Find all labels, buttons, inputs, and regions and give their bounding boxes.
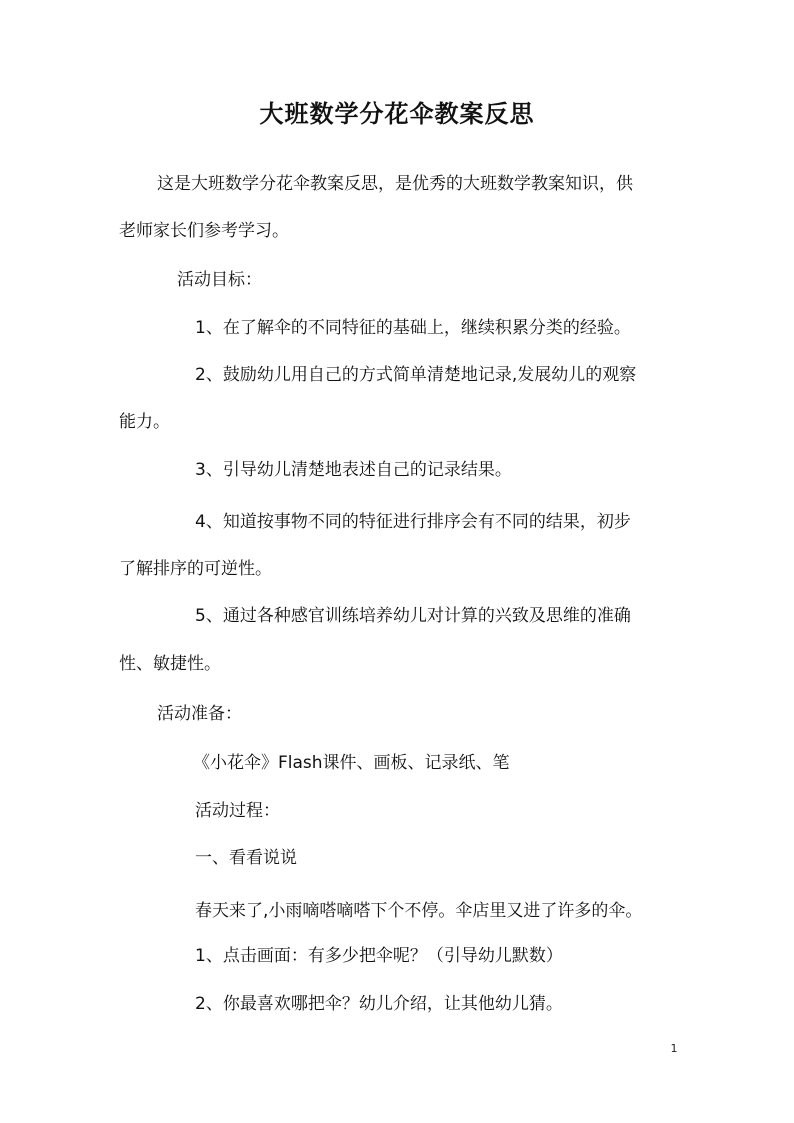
goal-2-line-1: 2、鼓励幼儿用自己的方式简单清楚地记录,发展幼儿的观察 — [195, 365, 637, 385]
question-1: 1、点击画面：有多少把伞呢？（引导幼儿默数） — [195, 946, 563, 966]
goal-3: 3、引导幼儿清楚地表述自己的记录结果。 — [195, 460, 512, 480]
intro-line-1: 这是大班数学分花伞教案反思，是优秀的大班数学教案知识，供 — [157, 174, 633, 194]
goal-5-line-2: 性、敏捷性。 — [119, 654, 221, 674]
intro-line-2: 老师家长们参考学习。 — [119, 221, 289, 241]
step-1-heading: 一、看看说说 — [195, 848, 297, 868]
process-heading: 活动过程： — [195, 801, 280, 821]
prep-heading: 活动准备： — [157, 704, 242, 724]
goal-4-line-2: 了解排序的可逆性。 — [119, 559, 272, 579]
goal-5-line-1: 5、通过各种感官训练培养幼儿对计算的兴致及思维的准确 — [195, 606, 631, 626]
goal-1: 1、在了解伞的不同特征的基础上，继续积累分类的经验。 — [195, 318, 631, 338]
goal-2-line-2: 能力。 — [119, 412, 170, 432]
goals-heading: 活动目标： — [177, 270, 262, 290]
page-number: 1 — [670, 1042, 678, 1055]
question-2: 2、你最喜欢哪把伞？幼儿介绍，让其他幼儿猜。 — [195, 994, 563, 1014]
story-text: 春天来了,小雨嘀嗒嘀嗒下个不停。伞店里又进了许多的伞。 — [195, 901, 643, 921]
goal-4-line-1: 4、知道按事物不同的特征进行排序会有不同的结果，初步 — [195, 512, 631, 532]
document-title: 大班数学分花伞教案反思 — [259, 100, 535, 128]
prep-items: 《小花伞》Flash课件、画板、记录纸、笔 — [193, 753, 510, 773]
